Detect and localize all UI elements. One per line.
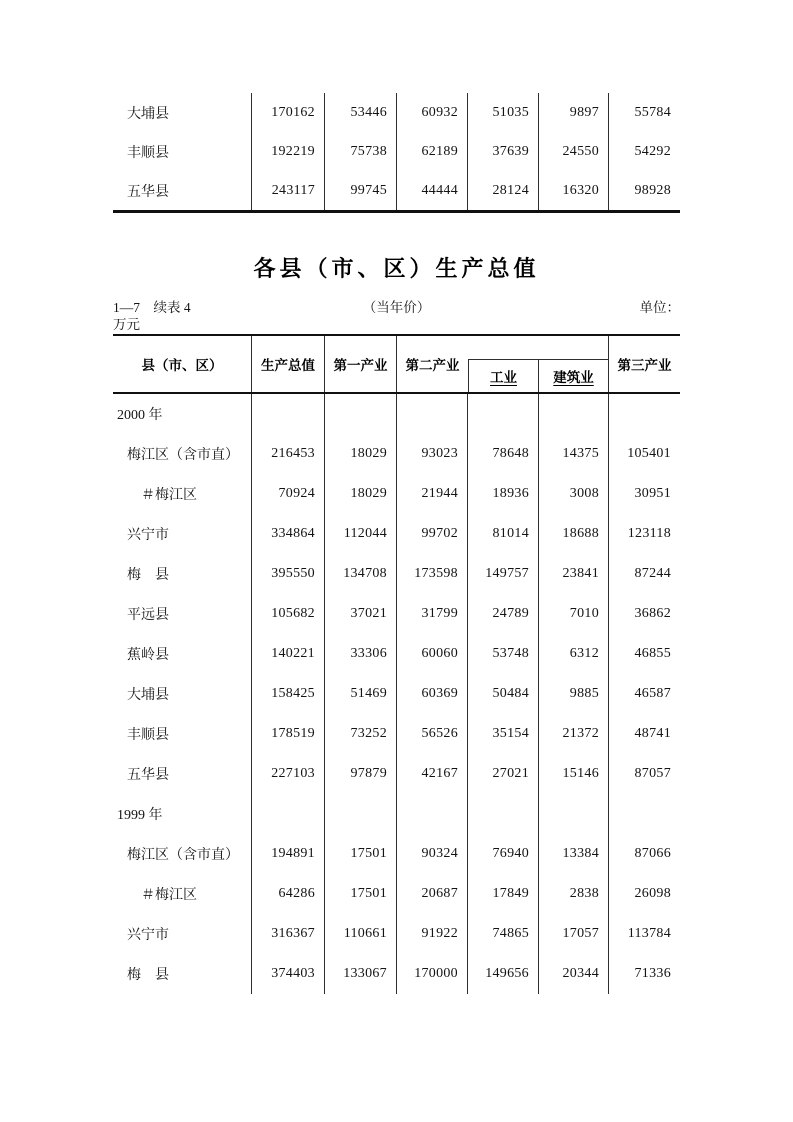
value-cell: 13384 xyxy=(539,834,609,874)
table-row xyxy=(113,914,680,954)
value-cell: 15146 xyxy=(539,754,609,794)
value-cell: 35154 xyxy=(468,714,539,754)
value-cell: 54292 xyxy=(634,143,671,159)
value-cell: 18029 xyxy=(325,434,397,474)
table-row xyxy=(113,754,680,794)
value-cell: 93023 xyxy=(397,434,468,474)
value-cell: 170000 xyxy=(397,954,468,994)
value-cell xyxy=(397,794,468,834)
top-table-body xyxy=(113,93,680,210)
value-cell: 31799 xyxy=(397,594,468,634)
row-label-cell: 兴宁市 xyxy=(113,514,252,554)
value-cell xyxy=(325,794,397,834)
value-cell: 123118 xyxy=(627,526,671,541)
value-cell: 334864 xyxy=(252,514,325,554)
col-header-secondary: 第二产业 xyxy=(405,358,460,373)
value-cell: 374403 xyxy=(252,954,325,994)
value-cell: 21372 xyxy=(539,714,609,754)
value-cell: 24789 xyxy=(468,594,539,634)
gdp-table xyxy=(113,334,680,994)
value-cell: 24550 xyxy=(539,132,609,171)
value-cell: 50484 xyxy=(468,674,539,714)
value-cell: 90324 xyxy=(397,834,468,874)
value-cell: 98928 xyxy=(634,182,671,198)
row-label-cell: ＃梅江区 xyxy=(113,474,252,514)
value-cell: 36862 xyxy=(634,606,671,621)
value-cell xyxy=(609,394,680,434)
table-row xyxy=(113,594,680,634)
col-header-secondary-group xyxy=(397,336,609,392)
value-cell: 18029 xyxy=(325,474,397,514)
row-label-cell: 平远县 xyxy=(113,594,252,634)
value-cell: 33306 xyxy=(325,634,397,674)
value-cell: 37639 xyxy=(468,132,539,171)
value-cell: 17501 xyxy=(325,874,397,914)
top-table-continuation xyxy=(113,93,680,213)
table-row xyxy=(113,674,680,714)
value-cell: 105682 xyxy=(252,594,325,634)
value-cell: 17849 xyxy=(468,874,539,914)
unit-value: 万元 xyxy=(113,317,140,332)
table-row xyxy=(113,434,680,474)
row-label-cell: 兴宁市 xyxy=(113,914,252,954)
row-label-cell: 丰顺县 xyxy=(113,714,252,754)
table-number: 1—7 续表 4 xyxy=(113,300,191,315)
value-cell: 140221 xyxy=(252,634,325,674)
value-cell: 216453 xyxy=(252,434,325,474)
row-label-cell: 1999 年 xyxy=(113,794,252,834)
value-cell: 99745 xyxy=(325,171,397,210)
value-cell: 194891 xyxy=(252,834,325,874)
table-row xyxy=(113,954,680,994)
gdp-table-header xyxy=(113,336,680,394)
value-cell: 30951 xyxy=(634,486,671,501)
unit-label: 单位： xyxy=(639,300,680,315)
table-row xyxy=(113,514,680,554)
value-cell: 62189 xyxy=(397,132,468,171)
row-label-cell: 蕉岭县 xyxy=(113,634,252,674)
value-cell: 18688 xyxy=(539,514,609,554)
value-cell: 3008 xyxy=(539,474,609,514)
value-cell: 87057 xyxy=(634,766,671,781)
value-cell: 149656 xyxy=(468,954,539,994)
value-cell: 20687 xyxy=(397,874,468,914)
row-label-cell: 大埔县 xyxy=(113,674,252,714)
value-cell xyxy=(468,394,539,434)
value-cell: 178519 xyxy=(252,714,325,754)
value-cell: 70924 xyxy=(252,474,325,514)
value-cell: 23841 xyxy=(539,554,609,594)
value-cell: 46587 xyxy=(634,686,671,701)
table-row xyxy=(113,474,680,514)
value-cell: 110661 xyxy=(325,914,397,954)
value-cell: 2838 xyxy=(539,874,609,914)
value-cell: 48741 xyxy=(634,726,671,741)
row-label-cell: 梅江区（含市直） xyxy=(113,834,252,874)
value-cell: 37021 xyxy=(325,594,397,634)
value-cell: 97879 xyxy=(325,754,397,794)
value-cell: 17057 xyxy=(539,914,609,954)
value-cell: 316367 xyxy=(252,914,325,954)
col-header-construction xyxy=(539,360,608,392)
row-label-cell: 五华县 xyxy=(113,754,252,794)
value-cell: 81014 xyxy=(468,514,539,554)
value-cell: 75738 xyxy=(325,132,397,171)
value-cell: 60060 xyxy=(397,634,468,674)
value-cell: 60369 xyxy=(397,674,468,714)
value-cell: 7010 xyxy=(539,594,609,634)
value-cell: 99702 xyxy=(397,514,468,554)
page-title: 各县（市、区）生产总值 xyxy=(253,256,540,281)
value-cell xyxy=(397,394,468,434)
value-cell: 113784 xyxy=(627,926,671,941)
table-row xyxy=(113,171,680,210)
col-header-county: 县（市、区） xyxy=(113,336,252,392)
value-cell xyxy=(252,394,325,434)
value-cell: 60932 xyxy=(397,93,468,132)
table-row xyxy=(113,794,680,834)
col-header-primary: 第一产业 xyxy=(325,336,397,392)
table-row xyxy=(113,834,680,874)
value-cell: 9897 xyxy=(539,93,609,132)
value-cell: 56526 xyxy=(397,714,468,754)
row-label-cell: ＃梅江区 xyxy=(113,874,252,914)
value-cell: 64286 xyxy=(252,874,325,914)
row-label-cell: 2000 年 xyxy=(113,394,252,434)
value-cell: 28124 xyxy=(468,171,539,210)
table-row xyxy=(113,394,680,434)
value-cell: 51469 xyxy=(325,674,397,714)
value-cell: 9885 xyxy=(539,674,609,714)
value-cell: 134708 xyxy=(325,554,397,594)
value-cell xyxy=(325,394,397,434)
price-basis-note: （当年价） xyxy=(362,300,431,315)
value-cell: 133067 xyxy=(325,954,397,994)
value-cell: 53446 xyxy=(325,93,397,132)
gdp-table-body xyxy=(113,394,680,994)
value-cell: 55784 xyxy=(634,104,671,120)
col-header-industry xyxy=(469,360,539,392)
table-row xyxy=(113,634,680,674)
value-cell: 395550 xyxy=(252,554,325,594)
row-label-cell: 大埔县 xyxy=(113,93,252,132)
col-header-industry-label: 工业 xyxy=(490,370,517,385)
value-cell: 51035 xyxy=(468,93,539,132)
value-cell: 192219 xyxy=(252,132,325,171)
value-cell: 44444 xyxy=(397,171,468,210)
value-cell: 18936 xyxy=(468,474,539,514)
col-header-tertiary: 第三产业 xyxy=(617,358,672,373)
value-cell: 53748 xyxy=(468,634,539,674)
row-label-cell: 梅 县 xyxy=(113,554,252,594)
value-cell: 91922 xyxy=(397,914,468,954)
row-label-cell: 梅江区（含市直） xyxy=(113,434,252,474)
value-cell: 17501 xyxy=(325,834,397,874)
value-cell: 14375 xyxy=(539,434,609,474)
value-cell: 46855 xyxy=(634,646,671,661)
value-cell: 73252 xyxy=(325,714,397,754)
value-cell xyxy=(252,794,325,834)
value-cell: 27021 xyxy=(468,754,539,794)
table-row xyxy=(113,714,680,754)
value-cell: 16320 xyxy=(539,171,609,210)
col-header-construction-label: 建筑业 xyxy=(553,370,594,385)
value-cell: 158425 xyxy=(252,674,325,714)
row-label-cell: 梅 县 xyxy=(113,954,252,994)
value-cell: 78648 xyxy=(468,434,539,474)
table-row xyxy=(113,132,680,171)
row-label-cell: 丰顺县 xyxy=(113,132,252,171)
secondary-subheader-box xyxy=(468,359,608,392)
value-cell: 87244 xyxy=(634,566,671,581)
value-cell: 227103 xyxy=(252,754,325,794)
value-cell: 20344 xyxy=(539,954,609,994)
value-cell xyxy=(539,394,609,434)
value-cell: 149757 xyxy=(468,554,539,594)
value-cell: 26098 xyxy=(634,886,671,901)
col-header-gdp: 生产总值 xyxy=(252,336,325,392)
value-cell: 71336 xyxy=(634,966,671,981)
value-cell: 173598 xyxy=(397,554,468,594)
table-meta-row xyxy=(113,300,680,316)
value-cell xyxy=(539,794,609,834)
value-cell: 87066 xyxy=(634,846,671,861)
value-cell xyxy=(468,794,539,834)
row-label-cell: 五华县 xyxy=(113,171,252,210)
value-cell: 42167 xyxy=(397,754,468,794)
value-cell xyxy=(609,794,680,834)
value-cell: 243117 xyxy=(252,171,325,210)
value-cell: 76940 xyxy=(468,834,539,874)
value-cell: 21944 xyxy=(397,474,468,514)
value-cell: 74865 xyxy=(468,914,539,954)
value-cell: 6312 xyxy=(539,634,609,674)
value-cell: 105401 xyxy=(627,446,671,461)
value-cell: 112044 xyxy=(325,514,397,554)
value-cell: 170162 xyxy=(252,93,325,132)
table-row xyxy=(113,874,680,914)
table-row xyxy=(113,554,680,594)
table-row xyxy=(113,93,680,132)
